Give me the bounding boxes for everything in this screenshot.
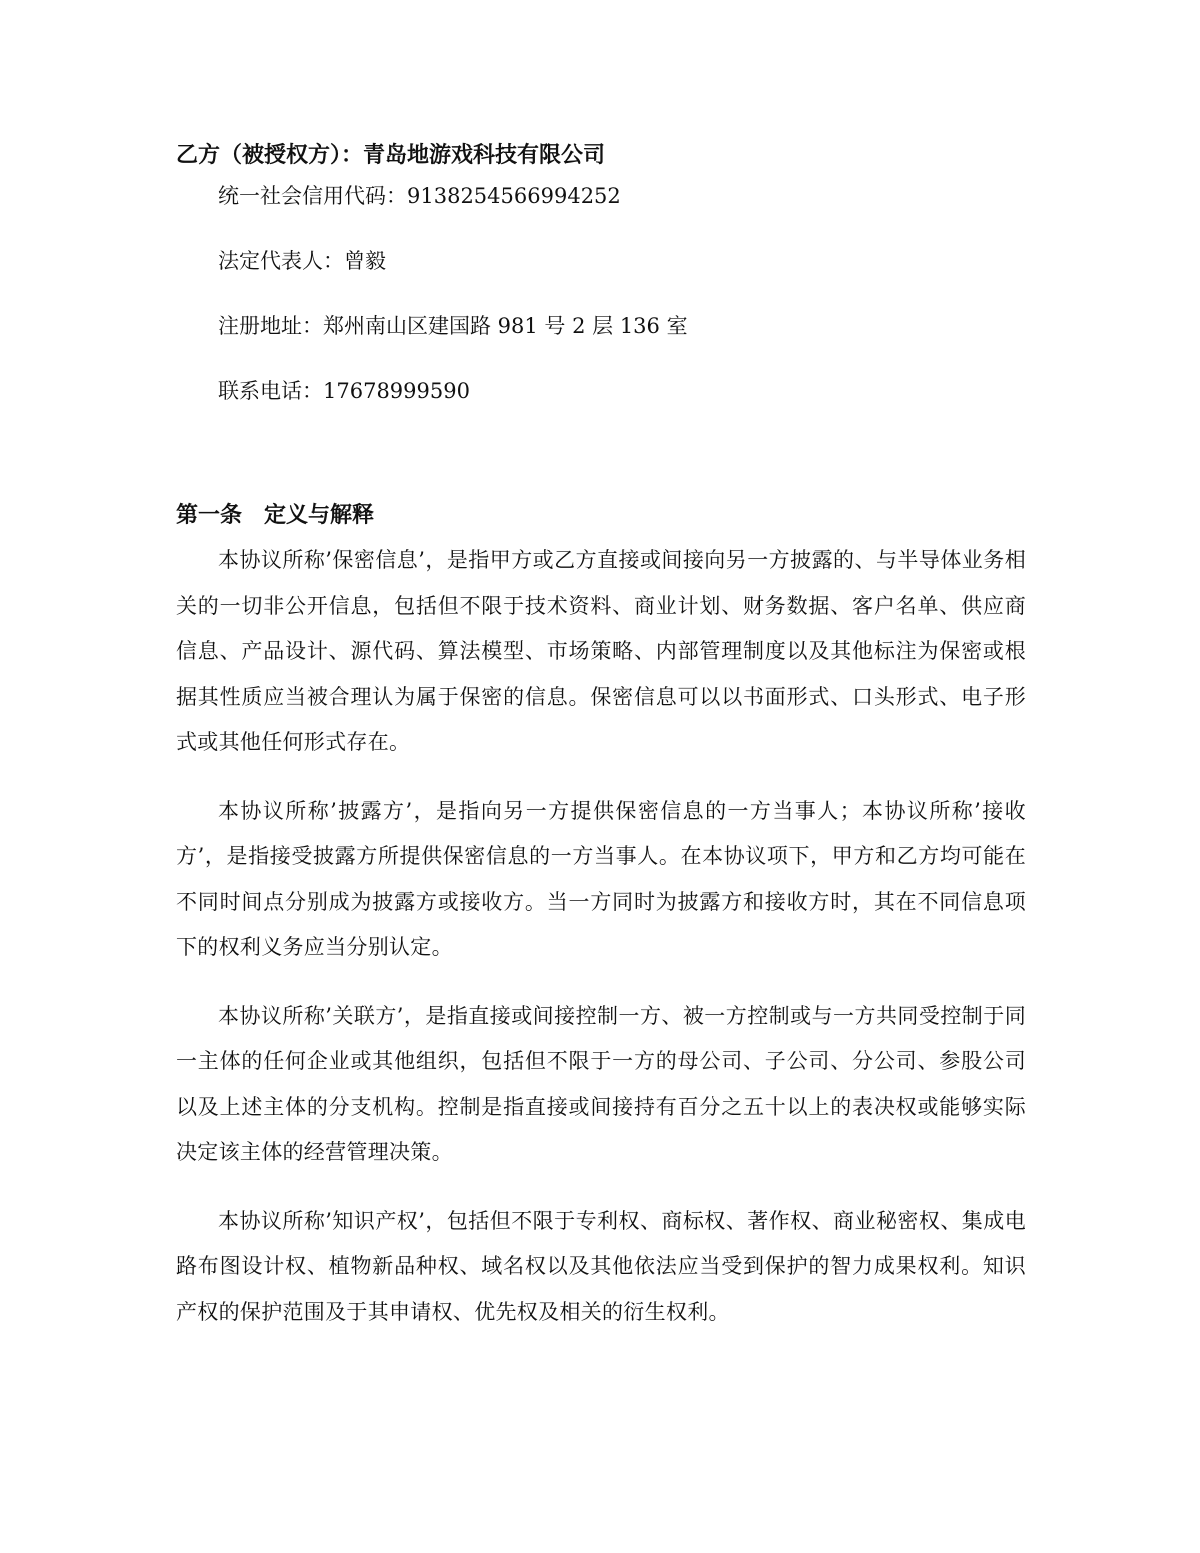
article-1-number: 第一条 — [176, 503, 243, 528]
party-b-phone: 联系电话：17678999590 — [218, 379, 470, 403]
definition-discloser-recipient: 本协议所称’披露方’，是指向另一方提供保密信息的一方当事人；本协议所称’接收方’，是指接受披露方所提供保密信息的一方当事人。在本协议项下，甲方和乙方均可能在不同时间点分别成为披露方或接收方。当一方同时为披露方和接收方时，其在不同信息项下的权利义务应当分别认定。 — [176, 798, 1026, 959]
definition-confidential-info: 本协议所称’保密信息’，是指甲方或乙方直接或间接向另一方披露的、与半导体业务相关的一切非公开信息，包括但不限于技术资料、商业计划、财务数据、客户名单、供应商信息、产品设计、源代码、算法模型、市场策略、内部管理制度以及其他标注为保密或根据其性质应当被合理认为属于保密的信息。保密信息可以以书面形式、口头形式、电子形式或其他任何形式存在。 — [176, 548, 1026, 754]
document-content — [176, 138, 1026, 1335]
definition-affiliate: 本协议所称’关联方’，是指直接或间接控制一方、被一方控制或与一方共同受控制于同一主体的任何企业或其他组织，包括但不限于一方的母公司、子公司、分公司、参股公司以及上述主体的分支机构。控制是指直接或间接持有百分之五十以上的表决权或能够实际决定该主体的经营管理决策。 — [176, 1003, 1026, 1164]
party-b-credit-code: 统一社会信用代码：9138254566994252 — [218, 184, 621, 208]
article-1-heading — [176, 498, 1026, 534]
party-b-heading: 乙方（被授权方）：青岛地游戏科技有限公司 — [176, 143, 606, 168]
party-b-legal-rep: 法定代表人：曾毅 — [218, 249, 386, 273]
party-b-address: 注册地址：郑州南山区建国路 981 号 2 层 136 室 — [218, 314, 688, 338]
definition-intellectual-property: 本协议所称’知识产权’，包括但不限于专利权、商标权、著作权、商业秘密权、集成电路布图设计权、植物新品种权、域名权以及其他依法应当受到保护的智力成果权利。知识产权的保护范围及于其申请权、优先权及相关的衍生权利。 — [176, 1208, 1026, 1324]
article-1-title: 定义与解释 — [264, 503, 375, 528]
